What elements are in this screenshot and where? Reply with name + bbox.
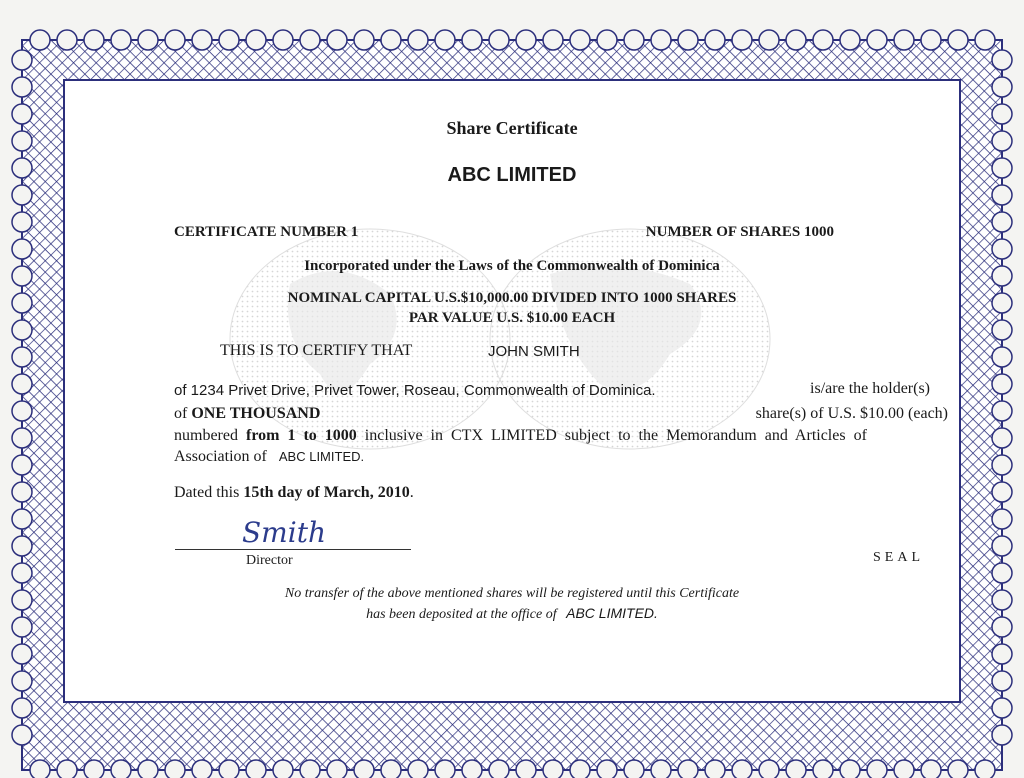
border-scallop: [381, 30, 401, 50]
border-scallop: [992, 293, 1012, 313]
border-scallop: [138, 760, 158, 778]
border-scallop: [992, 590, 1012, 610]
director-label: Director: [246, 553, 293, 568]
border-scallop: [30, 30, 50, 50]
border-scallop: [12, 590, 32, 610]
signature-line: [175, 549, 411, 550]
border-scallop: [12, 266, 32, 286]
dated-prefix: Dated this: [174, 484, 240, 501]
number-of-shares: NUMBER OF SHARES 1000: [645, 224, 834, 240]
border-scallop: [948, 760, 968, 778]
border-scallop: [786, 30, 806, 50]
transfer-note-line-2: [70, 605, 954, 623]
association-prefix: Association of: [174, 448, 267, 465]
border-scallop: [462, 30, 482, 50]
transfer-note-text: has been deposited at the office of: [366, 607, 557, 622]
border-scallop: [246, 30, 266, 50]
border-scallop: [624, 30, 644, 50]
border-scallop: [992, 104, 1012, 124]
border-scallop: [921, 30, 941, 50]
border-scallop: [84, 30, 104, 50]
border-scallop: [12, 536, 32, 556]
border-scallop: [992, 428, 1012, 448]
border-scallop: [12, 725, 32, 745]
border-scallop: [219, 760, 239, 778]
border-scallop: [570, 760, 590, 778]
border-scallop: [219, 30, 239, 50]
border-scallop: [12, 644, 32, 664]
border-scallop: [354, 760, 374, 778]
border-scallop: [992, 266, 1012, 286]
border-scallop: [12, 239, 32, 259]
border-scallop: [12, 455, 32, 475]
border-scallop: [516, 760, 536, 778]
border-scallop: [111, 30, 131, 50]
border-scallop: [894, 760, 914, 778]
holder-address: of 1234 Privet Drive, Privet Tower, Roseau, Commonwealth of Dominica.: [174, 382, 656, 399]
numbered-suffix: inclusive in CTX LIMITED subject to the Memorandum and Articles of: [364, 427, 867, 444]
border-scallop: [516, 30, 536, 50]
border-scallop: [111, 760, 131, 778]
border-scallop: [12, 212, 32, 232]
border-scallop: [12, 185, 32, 205]
border-scallop: [840, 30, 860, 50]
certificate-body: [70, 84, 954, 698]
border-scallop: [597, 760, 617, 778]
transfer-note-company: ABC LIMITED.: [566, 605, 658, 621]
border-scallop: [435, 760, 455, 778]
border-scallop: [992, 725, 1012, 745]
border-scallop: [273, 760, 293, 778]
border-scallop: [12, 509, 32, 529]
border-scallop: [12, 347, 32, 367]
border-scallop: [678, 760, 698, 778]
border-scallop: [894, 30, 914, 50]
border-scallop: [624, 760, 644, 778]
border-scallop: [992, 455, 1012, 475]
director-signature: Smith: [242, 516, 326, 549]
border-scallop: [246, 760, 266, 778]
border-scallop: [992, 347, 1012, 367]
incorporation-statement: Incorporated under the Laws of the Commonwealth of Dominica: [304, 258, 720, 274]
border-scallop: [300, 30, 320, 50]
issue-date: 15th day of March, 2010: [243, 484, 410, 501]
association-company: ABC LIMITED.: [278, 449, 365, 464]
certify-prefix: THIS IS TO CERTIFY THAT: [220, 342, 413, 359]
border-scallop: [327, 30, 347, 50]
border-scallop: [992, 401, 1012, 421]
border-scallop: [992, 131, 1012, 151]
border-scallop: [992, 617, 1012, 637]
border-scallop: [759, 760, 779, 778]
border-scallop: [975, 30, 995, 50]
border-scallop: [867, 30, 887, 50]
holder-name: JOHN SMITH: [488, 343, 580, 360]
border-scallop: [165, 30, 185, 50]
border-scallop: [30, 760, 50, 778]
border-scallop: [992, 671, 1012, 691]
border-scallop: [57, 760, 77, 778]
numbered-line: [174, 427, 867, 445]
association-line: [174, 448, 364, 466]
border-scallop: [408, 760, 428, 778]
dated-end: .: [409, 484, 414, 501]
border-scallop: [992, 158, 1012, 178]
border-scallop: [462, 760, 482, 778]
border-scallop: [489, 30, 509, 50]
border-scallop: [992, 563, 1012, 583]
border-scallop: [381, 760, 401, 778]
border-scallop: [192, 760, 212, 778]
border-scallop: [12, 320, 32, 340]
border-scallop: [759, 30, 779, 50]
border-scallop: [408, 30, 428, 50]
border-scallop: [435, 30, 455, 50]
border-scallop: [813, 30, 833, 50]
border-scallop: [786, 760, 806, 778]
border-scallop: [992, 374, 1012, 394]
share-range: from 1 to 1000: [245, 427, 357, 444]
border-scallop: [992, 185, 1012, 205]
border-scallop: [354, 30, 374, 50]
border-scallop: [12, 374, 32, 394]
border-scallop: [192, 30, 212, 50]
border-scallop: [992, 320, 1012, 340]
of-prefix: of: [174, 405, 188, 422]
border-scallop: [12, 671, 32, 691]
border-scallop: [992, 536, 1012, 556]
border-scallop: [12, 131, 32, 151]
border-scallop: [165, 760, 185, 778]
border-scallop: [12, 563, 32, 583]
certificate-number: CERTIFICATE NUMBER 1: [174, 224, 359, 240]
shares-line-of: [174, 405, 320, 423]
border-scallop: [867, 760, 887, 778]
border-scallop: [992, 509, 1012, 529]
border-scallop: [543, 30, 563, 50]
border-scallop: [678, 30, 698, 50]
border-scallop: [705, 760, 725, 778]
border-scallop: [651, 30, 671, 50]
border-scallop: [813, 760, 833, 778]
border-scallop: [732, 30, 752, 50]
seal-label: SEAL: [873, 550, 924, 565]
border-scallop: [12, 158, 32, 178]
border-scallop: [300, 760, 320, 778]
border-scallop: [732, 760, 752, 778]
numbered-prefix: numbered: [174, 427, 238, 444]
border-scallop: [543, 760, 563, 778]
nominal-capital: NOMINAL CAPITAL U.S.$10,000.00 DIVIDED INTO 1000 SHARES: [287, 290, 737, 306]
border-scallop: [992, 698, 1012, 718]
border-scallop: [12, 428, 32, 448]
transfer-note-line-1: No transfer of the above mentioned shares will be registered until this Certificate: [284, 586, 740, 601]
border-scallop: [840, 760, 860, 778]
border-scallop: [12, 482, 32, 502]
border-scallop: [84, 760, 104, 778]
border-scallop: [921, 760, 941, 778]
border-scallop: [12, 77, 32, 97]
border-scallop: [57, 30, 77, 50]
company-name: ABC LIMITED: [447, 164, 577, 186]
border-scallop: [12, 104, 32, 124]
border-scallop: [992, 77, 1012, 97]
border-scallop: [570, 30, 590, 50]
holder-suffix: is/are the holder(s): [810, 380, 930, 397]
border-scallop: [705, 30, 725, 50]
border-scallop: [12, 698, 32, 718]
dated-line: [174, 484, 414, 502]
border-scallop: [992, 482, 1012, 502]
border-scallop: [12, 293, 32, 313]
border-scallop: [992, 644, 1012, 664]
par-value: PAR VALUE U.S. $10.00 EACH: [408, 310, 616, 326]
border-scallop: [327, 760, 347, 778]
border-scallop: [12, 617, 32, 637]
border-scallop: [489, 760, 509, 778]
border-scallop: [12, 50, 32, 70]
border-scallop: [992, 212, 1012, 232]
border-scallop: [651, 760, 671, 778]
border-scallop: [992, 50, 1012, 70]
border-scallop: [597, 30, 617, 50]
share-value: share(s) of U.S. $10.00 (each): [755, 405, 948, 422]
border-scallop: [273, 30, 293, 50]
border-scallop: [138, 30, 158, 50]
certificate-title: Share Certificate: [446, 118, 578, 138]
border-scallop: [975, 760, 995, 778]
border-scallop: [992, 239, 1012, 259]
border-scallop: [948, 30, 968, 50]
shares-in-words: ONE THOUSAND: [191, 405, 321, 422]
border-scallop: [12, 401, 32, 421]
